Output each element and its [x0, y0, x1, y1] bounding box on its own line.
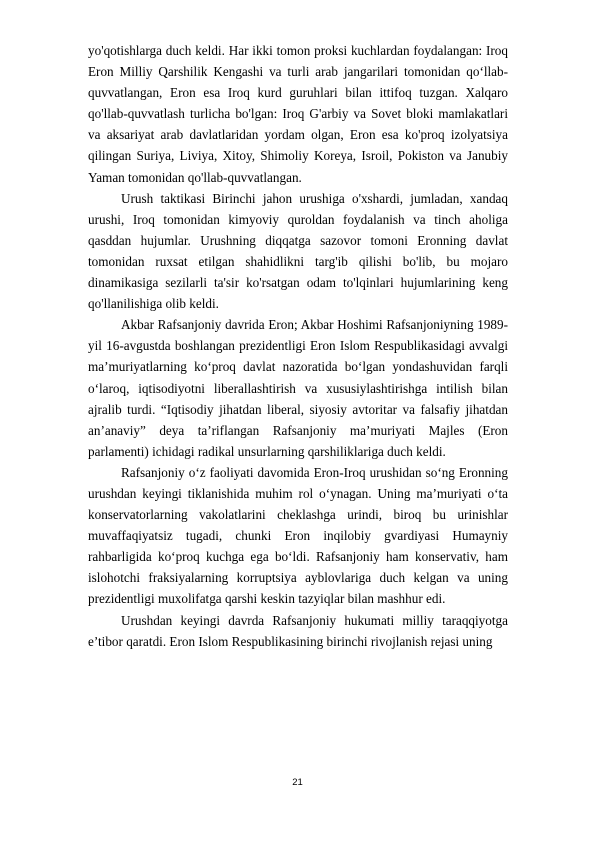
paragraph: Akbar Rafsanjoniy davrida Eron; Akbar Hoshimi Rafsanjoniyning 1989-yil 16-avgustda boshlangan prezidentligi Eron Islom Respublikasidagi avvalgi ma’muriyatlarning ko‘proq davlat nazoratida bo‘lgan yondashuvidan farqli o‘laroq, iqtisodiyotni liberallashtirish va xususiylashtirishga intilish bilan ajralib turdi. “Iqtisodiy jihatdan liberal, siyosiy avtoritar va falsafiy jihatdan an’anaviy” deya ta’riflangan Rafsanjoniy ma’muriyati Majles (Eron parlamenti) ichidagi radikal unsurlarning qarshiliklariga duch keldi. [88, 317, 508, 459]
paragraph: Urush taktikasi Birinchi jahon urushiga o'xshardi, jumladan, xandaq urushi, Iroq tomonidan kimyoviy quroldan foydalanish va tinch aholiga qasddan hujumlar. Urushning diqqatga sazovor tomoni Eronning davlat tomonidan ruxsat etilgan shahidlikni targ'ib qilishi bo'lib, bu mojaro dinamikasiga sezilarli ta'sir ko'rsatgan odam to'lqinlari hujumlarining keng qo'llanilishiga olib keldi. [88, 190, 508, 312]
paragraph: yo'qotishlarga duch keldi. Har ikki tomon proksi kuchlardan foydalangan: Iroq Eron Milliy Qarshilik Kengashi va turli arab jangarilari tomonidan qo‘llab-quvvatlangan, Eron esa Iroq kurd guruhlari bilan ittifoq tuzgan. Xalqaro qo'llab-quvvatlash turlicha bo'lgan: Iroq G'arbiy va Sovet bloki mamlakatlari va aksariyat arab davlatlaridan yordam olgan, Eron esa ko'proq izolyatsiya qilingan Suriya, Liviya, Xitoy, Shimoliy Koreya, Isroil, Pokiston va Janubiy Yaman tomonidan qo'llab-quvvatlangan. [88, 43, 508, 185]
paragraph: Urushdan keyingi davrda Rafsanjoniy hukumati milliy taraqqiyotga e’tibor qaratdi. Eron Islom Respublikasining birinchi rivojlanish rejasi uning [88, 612, 508, 649]
body-text [88, 40, 508, 652]
page-number: 21 [292, 777, 303, 788]
paragraph: Rafsanjoniy o‘z faoliyati davomida Eron-Iroq urushidan so‘ng Eronning urushdan keyingi tiklanishida muhim rol o‘ynagan. Uning ma’muriyati o‘ta konservatorlarning vakolatlarini cheklashga urindi, biroq bu urinishlar muvaffaqiyatsiz tugadi, chunki Eron inqilobiy gvardiyasi Humayniy rahbarligida ko‘proq kuchga ega bo‘ldi. Rafsanjoniy ham konservativ, ham islohotchi fraksiyalarning korruptsiya ayblovlariga duch kelgan va uning prezidentligi muxolifatga qarshi keskin tazyiqlar bilan mashhur edi. [88, 464, 508, 607]
